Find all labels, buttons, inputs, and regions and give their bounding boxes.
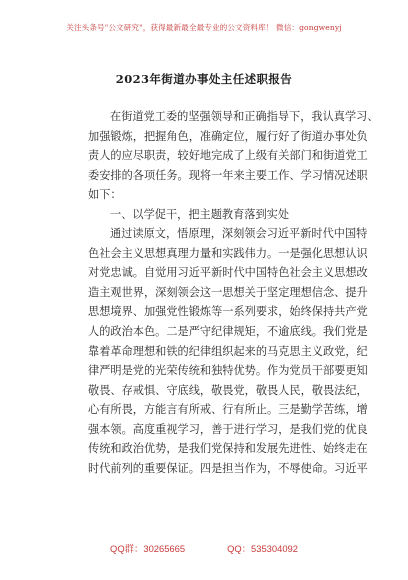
text-line: 责人的应尽职责，较好地完成了上级有关部门和街道党工 — [88, 149, 368, 163]
text-line: 传统和政治优势，是我们党保持和发展先进性、始终走在 — [88, 442, 368, 456]
text-line: 加强锻炼，把握角色，准确定位，履行好了街道办事处负 — [88, 129, 368, 143]
text-line: 思想境界、加强党性锻炼等一系列要求，始终保持共产党 — [88, 305, 368, 319]
text-line: 人的政治本色。二是严守纪律规矩，不逾底线。我们党是 — [88, 325, 368, 339]
text-line: 敬畏、存戒惧、守底线，敬畏党，敬畏人民，敬畏法纪， — [88, 383, 368, 397]
text-line: 通过读原文，悟原理，深刻领会习近平新时代中国特 — [110, 227, 368, 241]
footer-contact — [0, 541, 408, 555]
qq-group-number: QQ群：30265665 — [110, 543, 186, 554]
text-line: 靠着革命理想和铁的纪律组织起来的马克思主义政党，纪 — [88, 344, 368, 358]
text-line: 在街道党工委的坚强领导和正确指导下，我认真学习、 — [110, 110, 379, 123]
text-line: 强本领。高度重视学习，善于进行学习，是我们党的优良 — [88, 422, 368, 436]
document-title: 2023年街道办事处主任述职报告 — [115, 72, 293, 86]
text-line: 色社会主义思想真理力量和实践伟力。一是强化思想认识 — [88, 246, 368, 260]
text-line: 造主观世界，深刻领会这一思想关于坚定理想信念、提升 — [88, 285, 368, 299]
text-line: 对党忠诚。自觉用习近平新时代中国特色社会主义思想改 — [88, 266, 368, 280]
text-line: 律严明是党的光荣传统和独特优势。作为党员干部要更知 — [88, 364, 368, 378]
qq-number: QQ：535304092 — [227, 543, 298, 554]
text-line: 委安排的各项任务。现将一年来主要工作、学习情况述职 — [88, 168, 368, 182]
text-line: 如下： — [88, 188, 122, 202]
text-line: 时代前列的重要保证。四是担当作为，不辱使命。习近平 — [88, 461, 368, 475]
header-banner: 关注头条号"公文研究"，获得最新最全最专业的公文资料库！ 微信：gongwenyj — [66, 23, 342, 32]
section-heading: 一、以学促干，把主题教育落到实处 — [110, 207, 290, 221]
text-line: 心有所畏，方能言有所戒、行有所止。三是勤学苦练，增 — [88, 403, 368, 417]
document-body — [88, 107, 379, 478]
